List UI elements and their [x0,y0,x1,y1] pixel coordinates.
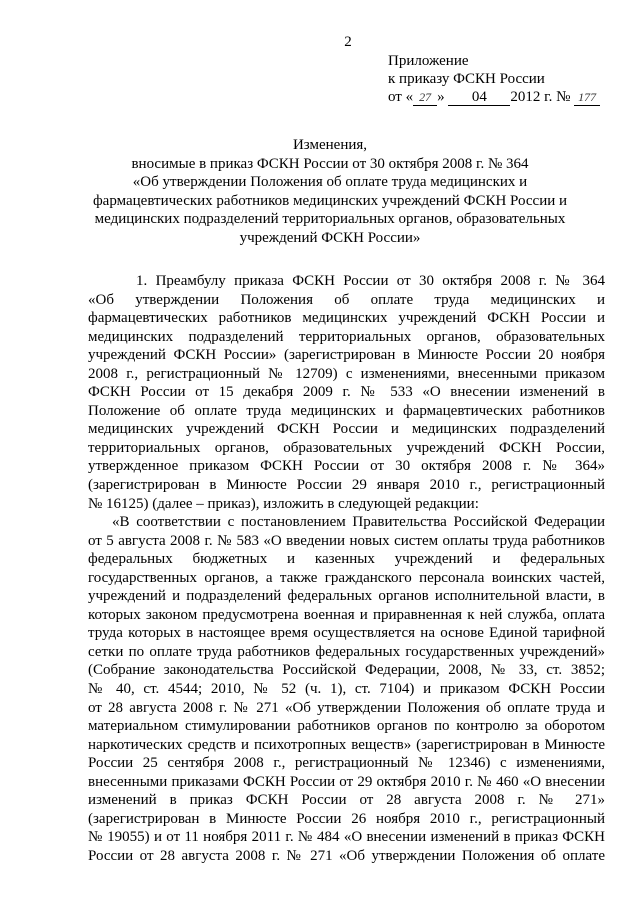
body-line: наркотических средств и психотропных веществ» (зарегистрирован в Минюсте [88,736,605,753]
body-line: № 19055) и от 11 ноября 2011 г. № 484 «О внесении изменений в приказ ФСКН [88,829,605,846]
body-line: внесенными приказами ФСКН России от 29 октября 2010 г. № 460 «О внесении [88,773,605,790]
appendix-title: Приложение [388,53,469,69]
appendix-order-number: 177 [574,90,600,106]
body-line: медицинских подразделений территориальных органов, образовательных [88,328,605,345]
appendix-order-reference: к приказу ФСКН России [388,71,545,87]
body-line: от 28 августа 2008 г. № 271 «Об утверждении Положения об оплате труда и [88,699,605,716]
body-line: (зарегистрирован в Минюсте России 29 января 2010 г., регистрационный [88,477,605,494]
body-line: государственных органов, а также гражданского персонала воинских частей, [88,569,605,586]
body-line: территориальных органов, образовательных учреждений ФСКН России, [88,439,605,456]
body-line: 1. Преамбулу приказа ФСКН России от 30 октября 2008 г. № 364 [136,273,605,289]
body-line: изменений в приказ ФСКН России от 28 августа 2008 г. № 271» [88,792,605,809]
body-line: (Собрание законодательства Российской Федерации, 2008, № 33, ст. 3852; [88,662,605,679]
heading-line: вносимые в приказ ФСКН России от 30 октября 2008 г. № 364 [131,155,529,172]
appendix-block [388,52,628,106]
body-line: (зарегистрирован в Минюсте России 26 ноября 2010 г., регистрационный [88,810,605,827]
heading-line: фармацевтических работников медицинских учреждений ФСКН России и [92,192,568,209]
document-heading [60,136,600,248]
body-line: России от 28 августа 2008 г. № 271 «Об утверждении Положения об оплате [88,847,605,864]
body-line: от 5 августа 2008 г. № 583 «О введении новых систем оплаты труда работников [88,532,605,549]
appendix-date-prefix: от « [388,89,414,105]
body-line: федеральных бюджетных и казенных учреждений и федеральных [88,551,605,568]
appendix-date-mid: » [437,89,445,105]
body-line: «Об утверждении Положения об оплате труда медицинских и [88,291,605,308]
body-line: сетки по оплате труда работников федеральных государственных учреждений» [88,643,605,660]
body-line: учреждений ФСКН России» (зарегистрирован в Минюсте России 20 ноября [88,347,605,364]
document-body [88,272,605,866]
appendix-day: 27 [413,90,437,106]
body-line: ФСКН России от 15 декабря 2009 г. № 533 «О внесении изменений в [88,384,605,401]
heading-line: учреждений ФСКН России» [239,229,421,246]
body-line: № 40, ст. 4544; 2010, № 52 (ч. 1), ст. 7104) и приказом ФСКН России [88,681,605,698]
body-line: материальном стимулировании работников органов по контролю за оборотом [88,718,605,735]
body-line: утвержденное приказом ФСКН России от 30 октября 2008 г. № 364» [88,458,605,475]
body-line: «В соответствии с постановлением Правительства Российской Федерации [112,514,605,531]
heading-line: «Об утверждении Положения об оплате труда медицинских и [132,174,528,191]
appendix-month: 04 [448,90,510,106]
body-line: России 25 сентября 2008 г., регистрационный № 12346) с изменениями, [88,755,605,772]
body-line: № 16125) (далее – приказ), изложить в следующей редакции: [88,495,479,512]
heading-line: Изменения, [292,137,368,153]
body-line: Положение об оплате труда медицинских и фармацевтических работников [88,402,605,419]
body-line: фармацевтических работников медицинских учреждений ФСКН России и [88,310,605,327]
body-line: учреждений и подразделений федеральных органов исполнительной власти, в [88,588,605,605]
appendix-date-line [388,88,628,106]
body-line: медицинских учреждений ФСКН России и медицинских подразделений [88,421,605,438]
heading-line: медицинских подразделений территориальных органов, образовательных [94,211,566,228]
page-number: 2 [344,34,352,50]
body-line: труда которых в настоящее время осуществляется на основе Единой тарифной [88,625,605,642]
appendix-year: 2012 г. № [510,89,571,105]
body-line: которых законом предусмотрена военная и приравненная к ней служба, оплата [88,606,605,623]
body-line: 2008 г., регистрационный № 12709) с изменениями, внесенными приказом [88,365,605,382]
